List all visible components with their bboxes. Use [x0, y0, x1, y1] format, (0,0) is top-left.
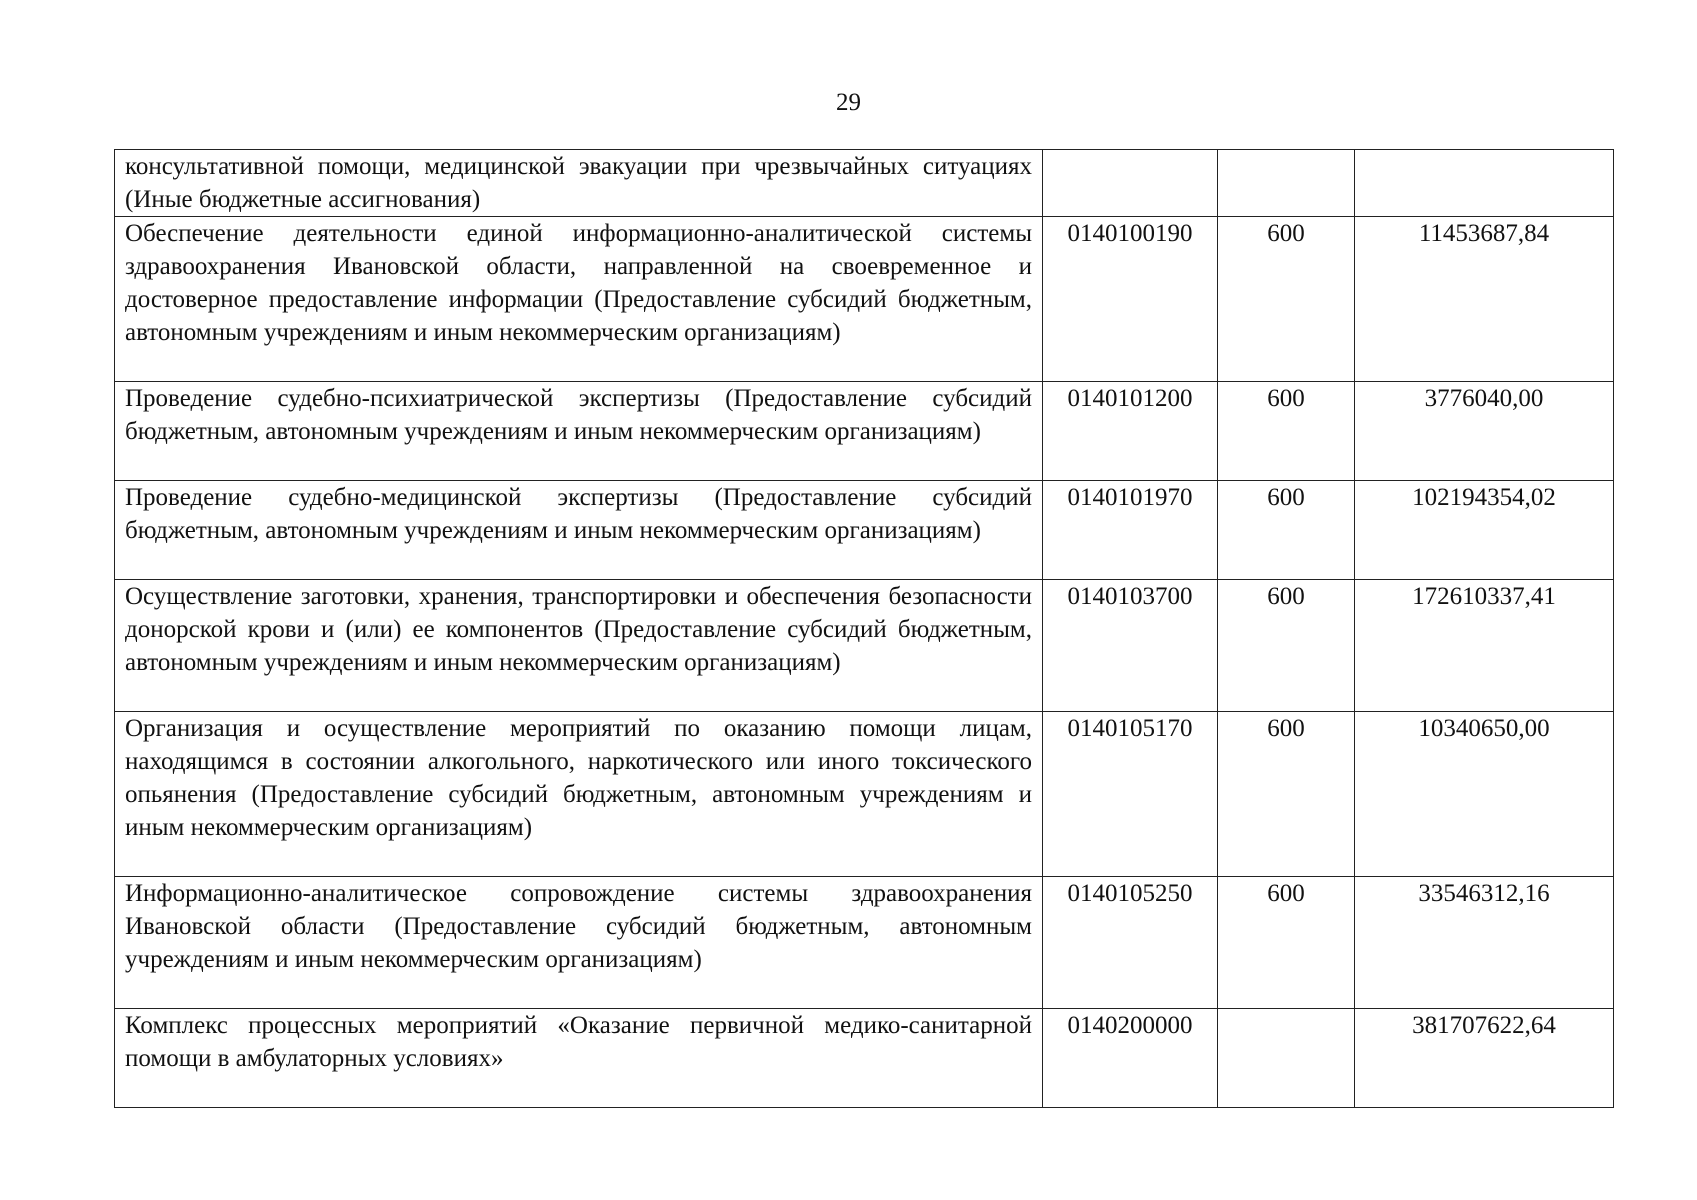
table-row — [115, 877, 1614, 1009]
row-target-code: 0140101970 — [1043, 481, 1218, 580]
table-row — [115, 580, 1614, 712]
row-description: Осуществление заготовки, хранения, транспортировки и обеспечения безопасности донорской крови и (или) ее компонентов (Предоставление субсидий бюджетным, автономным учреждениям и иным некоммерческим организациям) — [115, 580, 1043, 712]
row-amount: 10340650,00 — [1355, 712, 1614, 877]
table-row — [115, 1009, 1614, 1108]
row-description: Проведение судебно-психиатрической экспертизы (Предоставление субсидий бюджетным, автономным учреждениям и иным некоммерческим организациям) — [115, 382, 1043, 481]
row-amount: 11453687,84 — [1355, 217, 1614, 382]
row-target-code: 0140100190 — [1043, 217, 1218, 382]
row-expense-type: 600 — [1218, 481, 1355, 580]
row-expense-type: 600 — [1218, 382, 1355, 481]
row-description: Обеспечение деятельности единой информационно-аналитической системы здравоохранения Ивановской области, направленной на своевременное и достоверное предоставление информации (Предоставление субсидий бюджетным, автономным учреждениям и иным некоммерческим организациям) — [115, 217, 1043, 382]
row-target-code: 0140105170 — [1043, 712, 1218, 877]
budget-table — [114, 149, 1614, 1108]
row-expense-type: 600 — [1218, 217, 1355, 382]
row-amount — [1355, 150, 1614, 217]
table-row — [115, 481, 1614, 580]
row-target-code: 0140101200 — [1043, 382, 1218, 481]
row-target-code: 0140103700 — [1043, 580, 1218, 712]
row-amount: 33546312,16 — [1355, 877, 1614, 1009]
row-expense-type: 600 — [1218, 580, 1355, 712]
row-target-code: 0140200000 — [1043, 1009, 1218, 1108]
row-amount: 102194354,02 — [1355, 481, 1614, 580]
row-description: Информационно-аналитическое сопровождение системы здравоохранения Ивановской области (Предоставление субсидий бюджетным, автономным учреждениям и иным некоммерческим организациям) — [115, 877, 1043, 1009]
row-expense-type: 600 — [1218, 877, 1355, 1009]
row-target-code — [1043, 150, 1218, 217]
row-description: Проведение судебно-медицинской экспертизы (Предоставление субсидий бюджетным, автономным учреждениям и иным некоммерческим организациям) — [115, 481, 1043, 580]
row-target-code: 0140105250 — [1043, 877, 1218, 1009]
table-row — [115, 382, 1614, 481]
row-amount: 172610337,41 — [1355, 580, 1614, 712]
table-row — [115, 150, 1614, 217]
row-amount: 381707622,64 — [1355, 1009, 1614, 1108]
table-row — [115, 712, 1614, 877]
row-description: Комплекс процессных мероприятий «Оказание первичной медико-санитарной помощи в амбулаторных условиях» — [115, 1009, 1043, 1108]
row-description: Организация и осуществление мероприятий по оказанию помощи лицам, находящимся в состоянии алкогольного, наркотического или иного токсического опьянения (Предоставление субсидий бюджетным, автономным учреждениям и иным некоммерческим организациям) — [115, 712, 1043, 877]
page-number: 29 — [836, 89, 861, 116]
row-expense-type — [1218, 1009, 1355, 1108]
row-expense-type — [1218, 150, 1355, 217]
table-row — [115, 217, 1614, 382]
row-description: консультативной помощи, медицинской эвакуации при чрезвычайных ситуациях (Иные бюджетные ассигнования) — [115, 150, 1043, 217]
row-expense-type: 600 — [1218, 712, 1355, 877]
row-amount: 3776040,00 — [1355, 382, 1614, 481]
